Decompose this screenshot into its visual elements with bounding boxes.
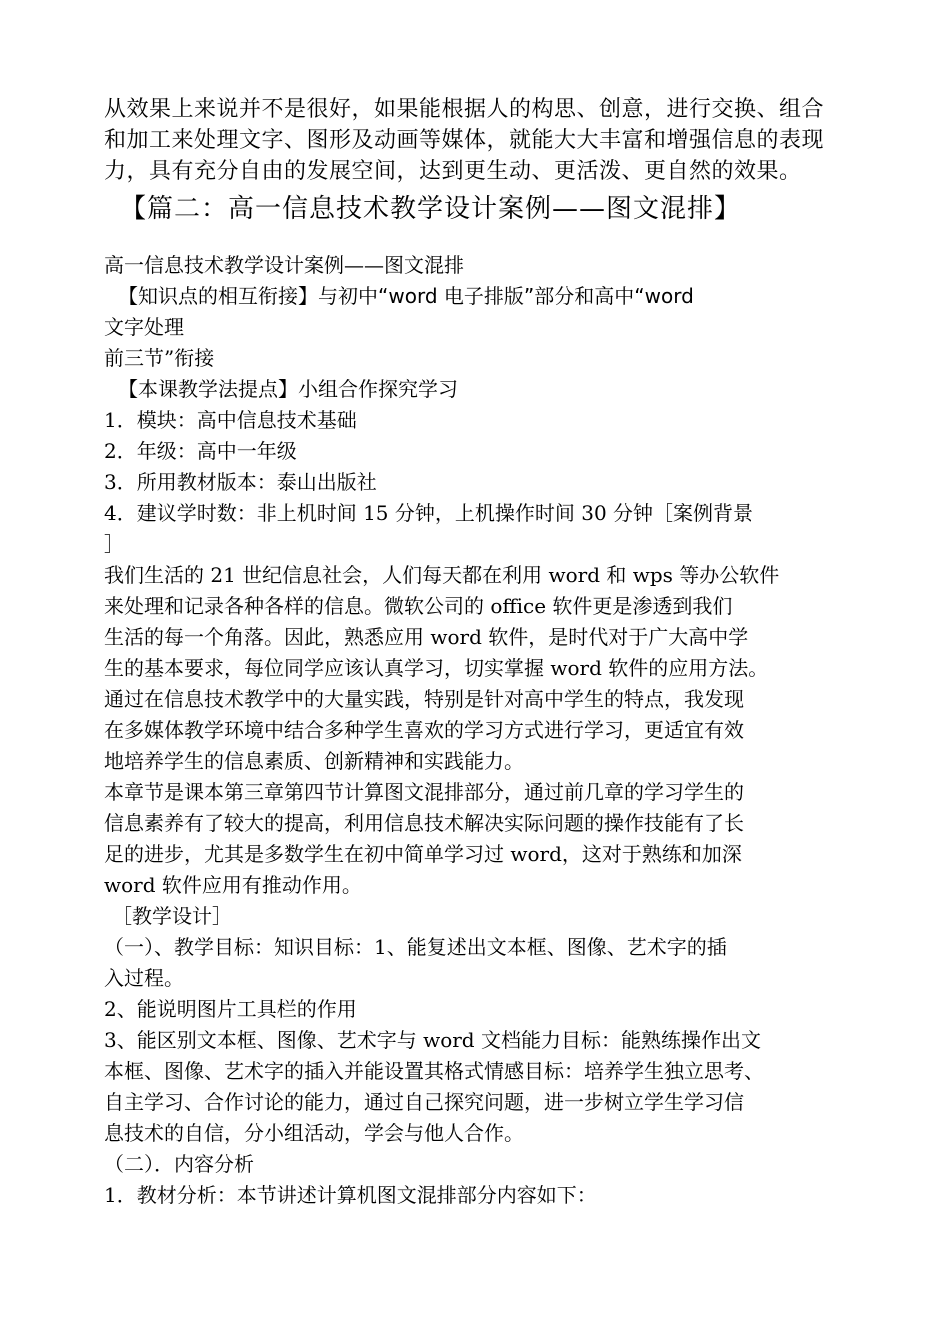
body-line: 足的进步，尤其是多数学生在初中简单学习过 word，这对于熟练和加深 (104, 842, 742, 866)
body-line: 在多媒体教学环境中结合多种学生喜欢的学习方式进行学习，更适宜有效 (104, 718, 744, 742)
body-line: 1．模块：高中信息技术基础 (104, 408, 357, 432)
body-line: （一）、教学目标：知识目标：1、能复述出文本框、图像、艺术字的插 (104, 935, 727, 959)
body-line: 自主学习、合作讨论的能力，通过自己探究问题，进一步树立学生学习信 (104, 1090, 744, 1114)
body-line: 生的基本要求，每位同学应该认真学习，切实掌握 word 软件的应用方法。 (104, 656, 769, 680)
body-line: 文字处理 (104, 315, 184, 339)
intro-line: 力，具有充分自由的发展空间，达到更生动、更活泼、更自然的效果。 (104, 159, 802, 184)
body-line: 地培养学生的信息素质、创新精神和实践能力。 (104, 749, 524, 773)
body-line: 4．建议学时数：非上机时间 15 分钟，上机操作时间 30 分钟［案例背景 (104, 501, 754, 525)
body-line: 入过程。 (104, 966, 184, 990)
body-line: 前三节”衔接 (104, 346, 215, 370)
body-line: 高一信息技术教学设计案例——图文混排 (104, 253, 464, 277)
body-line: 3、能区别文本框、图像、艺术字与 word 文档能力目标：能熟练操作出文 (104, 1028, 761, 1052)
body-line: word 软件应用有推动作用。 (104, 873, 362, 897)
intro-paragraph (104, 94, 864, 187)
body-line: 【知识点的相互衔接】与初中“word 电子排版”部分和高中“word (118, 284, 694, 308)
body-line: 来处理和记录各种各样的信息。微软公司的 office 软件更是渗透到我们 (104, 594, 733, 618)
body-text (104, 250, 864, 1211)
body-line: （二）．内容分析 (104, 1152, 254, 1176)
body-line: 2．年级：高中一年级 (104, 439, 297, 463)
body-line: 生活的每一个角落。因此，熟悉应用 word 软件，是时代对于广大高中学 (104, 625, 749, 649)
intro-line: 从效果上来说并不是很好，如果能根据人的构思、创意，进行交换、组合 (104, 97, 825, 122)
body-line: 息技术的自信，分小组活动，学会与他人合作。 (104, 1121, 524, 1145)
section-title: 【篇二：高一信息技术教学设计案例——图文混排】 (120, 194, 742, 224)
body-line: 1．教材分析：本节讲述计算机图文混排部分内容如下： (104, 1183, 597, 1207)
intro-line: 和加工来处理文字、图形及动画等媒体，就能大大丰富和增强信息的表现 (104, 128, 825, 153)
body-line: 本框、图像、艺术字的插入并能设置其格式情感目标：培养学生独立思考、 (104, 1059, 764, 1083)
body-line: 2、能说明图片工具栏的作用 (104, 997, 357, 1021)
body-line: 信息素养有了较大的提高，利用信息技术解决实际问题的操作技能有了长 (104, 811, 744, 835)
body-line: 通过在信息技术教学中的大量实践，特别是针对高中学生的特点，我发现 (104, 687, 744, 711)
body-line: ［教学设计］ (112, 904, 232, 928)
body-line: 我们生活的 21 世纪信息社会，人们每天都在利用 word 和 wps 等办公软件 (104, 563, 780, 587)
body-line: ］ (104, 532, 124, 556)
body-line: 【本课教学法提点】小组合作探究学习 (118, 377, 458, 401)
body-line: 3．所用教材版本：泰山出版社 (104, 470, 377, 494)
body-line: 本章节是课本第三章第四节计算图文混排部分，通过前几章的学习学生的 (104, 780, 744, 804)
section-heading (120, 189, 880, 229)
